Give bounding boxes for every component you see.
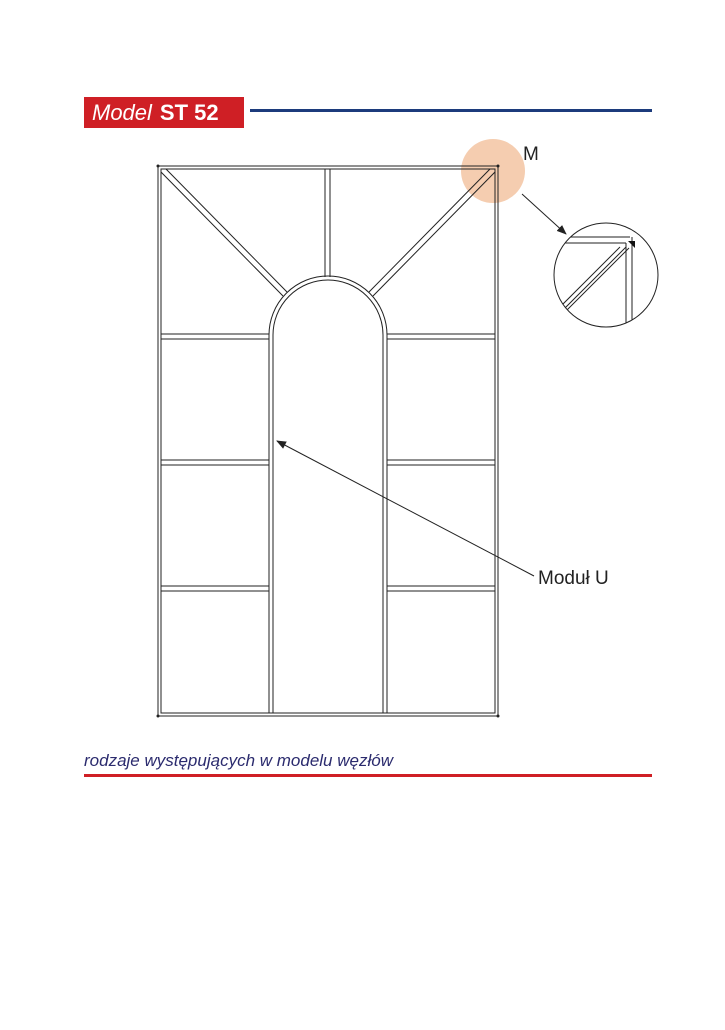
right-diagonal xyxy=(373,172,495,296)
right-diagonal xyxy=(369,169,490,292)
corner-highlight xyxy=(461,139,525,203)
corner-detail-arrow xyxy=(522,194,566,234)
caption-rule xyxy=(84,774,652,777)
arch-module-inner xyxy=(273,280,383,713)
corner-detail-zoom xyxy=(540,223,658,340)
module-label: Moduł U xyxy=(538,568,609,589)
model-word: Model xyxy=(92,100,152,125)
arch-module-outer xyxy=(269,276,387,713)
model-code: ST 52 xyxy=(159,100,219,125)
outer-frame xyxy=(158,166,498,716)
left-diagonal xyxy=(166,169,287,292)
diagram-caption: rodzaje występujących w modelu węzłów xyxy=(84,751,393,770)
corner-label: M xyxy=(523,144,539,165)
left-diagonal xyxy=(161,172,283,296)
inner-frame xyxy=(161,169,495,713)
